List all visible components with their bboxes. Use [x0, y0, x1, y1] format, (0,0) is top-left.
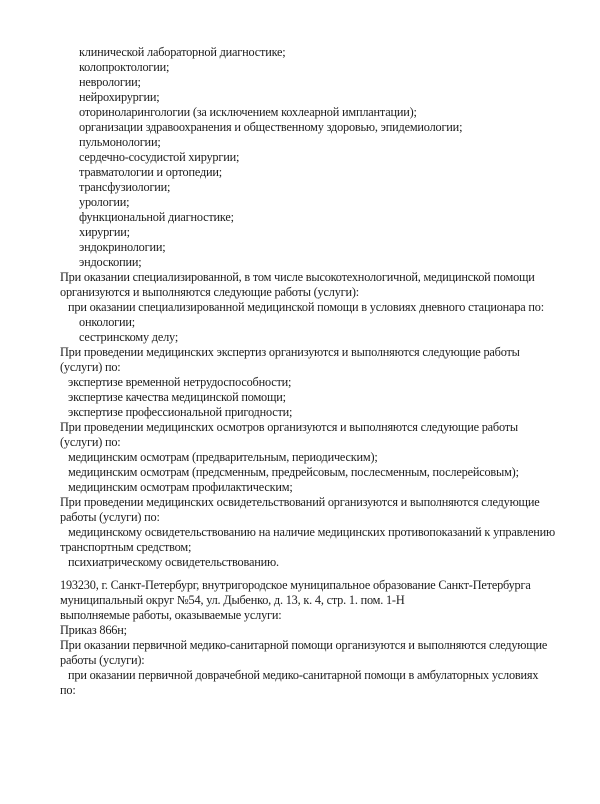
document-line: При оказании первичной медико-санитарной помощи организуются и выполняются следующие — [60, 638, 548, 652]
document-line: при оказании первичной доврачебной медико-санитарной помощи в амбулаторных условиях — [68, 668, 539, 682]
document-line: эндоскопии; — [79, 255, 142, 269]
document-text-block — [60, 45, 560, 698]
document-line: экспертизе профессиональной пригодности; — [68, 405, 293, 419]
document-line: медицинскому освидетельствованию на наличие медицинских противопоказаний к управлению — [68, 525, 555, 539]
document-line: по: — [60, 683, 76, 697]
document-line: нейрохирургии; — [79, 90, 160, 104]
document-line: неврологии; — [79, 75, 141, 89]
document-line: (услуги) по: — [60, 435, 121, 449]
document-line: работы (услуги): — [60, 653, 145, 667]
document-line: выполняемые работы, оказываемые услуги: — [60, 608, 282, 622]
document-line: клинической лабораторной диагностике; — [79, 45, 286, 59]
document-line: экспертизе временной нетрудоспособности; — [68, 375, 292, 389]
document-line: онкологии; — [79, 315, 135, 329]
document-line: урологии; — [79, 195, 130, 209]
document-line: медицинским осмотрам (предсменным, предрейсовым, послесменным, послерейсовым); — [68, 465, 519, 479]
document-line: организации здравоохранения и общественному здоровью, эпидемиологии; — [79, 120, 463, 134]
document-line: пульмонологии; — [79, 135, 161, 149]
document-line: (услуги) по: — [60, 360, 121, 374]
document-line: сердечно-сосудистой хирургии; — [79, 150, 240, 164]
document-line: колопроктологии; — [79, 60, 170, 74]
document-line: психиатрическому освидетельствованию. — [68, 555, 279, 569]
document-line: оториноларингологии (за исключением кохлеарной имплантации); — [79, 105, 417, 119]
document-line: медицинским осмотрам профилактическим; — [68, 480, 293, 494]
document-line: функциональной диагностике; — [79, 210, 234, 224]
document-line: При проведении медицинских освидетельствований организуются и выполняются следующие — [60, 495, 540, 509]
document-line: травматологии и ортопедии; — [79, 165, 222, 179]
document-line: медицинским осмотрам (предварительным, периодическим); — [68, 450, 378, 464]
document-line: хирургии; — [79, 225, 130, 239]
document-line: транспортным средством; — [60, 540, 192, 554]
document-line: 193230, г. Санкт-Петербург, внутригородское муниципальное образование Санкт-Петербурга — [60, 578, 531, 592]
paragraph-gap — [60, 570, 560, 578]
document-line: муниципальный округ №54, ул. Дыбенко, д. 13, к. 4, стр. 1. пом. 1-Н — [60, 593, 405, 607]
document-line: экспертизе качества медицинской помощи; — [68, 390, 286, 404]
document-line: сестринскому делу; — [79, 330, 179, 344]
document-line: трансфузиологии; — [79, 180, 171, 194]
document-line: Приказ 866н; — [60, 623, 127, 637]
document-line: организуются и выполняются следующие работы (услуги): — [60, 285, 359, 299]
document-line: При оказании специализированной, в том числе высокотехнологичной, медицинской помощи — [60, 270, 535, 284]
document-line: при оказании специализированной медицинской помощи в условиях дневного стационара по: — [68, 300, 544, 314]
document-line: работы (услуги) по: — [60, 510, 160, 524]
document-line: При проведении медицинских осмотров организуются и выполняются следующие работы — [60, 420, 518, 434]
document-line: При проведении медицинских экспертиз организуются и выполняются следующие работы — [60, 345, 520, 359]
document-line: эндокринологии; — [79, 240, 166, 254]
